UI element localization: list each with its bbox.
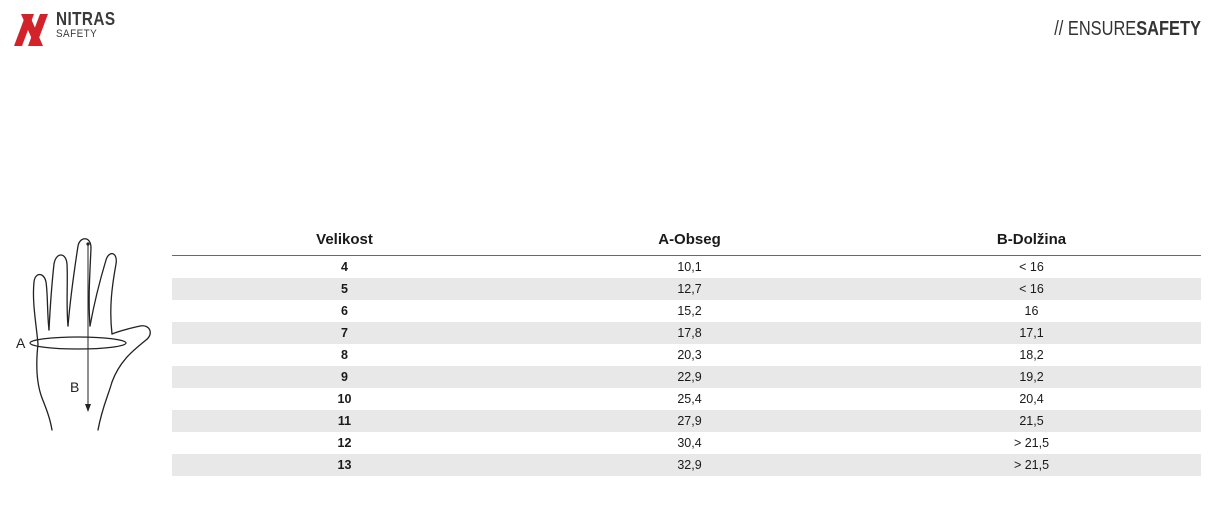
cell-length: < 16 [862,278,1201,300]
table-row [172,366,1201,388]
table-header-row [172,223,1201,256]
table-row [172,322,1201,344]
cell-circumference: 17,8 [517,322,862,344]
table-row [172,344,1201,366]
cell-circumference: 30,4 [677,436,702,450]
cell-size: 9 [172,366,517,388]
cell-size: 8 [341,348,348,362]
cell-size: 12 [337,436,352,450]
tagline [1054,18,1201,41]
nitras-logo-mark-icon [12,10,52,50]
hand-measurement-diagram-icon [14,232,169,437]
table-row [172,278,1201,300]
table-row [172,256,1201,279]
cell-circumference: 25,4 [677,392,702,406]
table-row [172,454,1201,476]
cell-length: > 21,5 [1013,436,1050,450]
cell-circumference: 10,1 [677,260,702,274]
header-b-dolzina: B-Dolžina [862,223,1201,256]
cell-size: 13 [172,454,517,476]
nitras-logo [12,10,172,54]
cell-circumference: 12,7 [517,278,862,300]
table-row [172,432,1201,454]
cell-length: 20,4 [1019,392,1044,406]
header-velikost: Velikost [172,223,517,256]
table-row [172,300,1201,322]
cell-size: 7 [172,322,517,344]
cell-length: 18,2 [1019,348,1044,362]
brand-sub: SAFETY [56,28,98,40]
cell-size: 11 [172,410,517,432]
cell-length: 16 [1024,304,1039,318]
cell-size: 10 [337,392,352,406]
tagline-bold: SAFETY [1136,18,1201,40]
header-a-obseg: A-Obseg [517,223,862,256]
cell-circumference: 15,2 [677,304,702,318]
cell-size: 4 [341,260,348,274]
cell-circumference: 22,9 [517,366,862,388]
size-table [172,223,1201,476]
cell-length: 19,2 [862,366,1201,388]
cell-size: 5 [172,278,517,300]
cell-circumference: 32,9 [517,454,862,476]
table-row [172,410,1201,432]
cell-length: > 21,5 [862,454,1201,476]
cell-length: 17,1 [862,322,1201,344]
cell-length: 21,5 [862,410,1201,432]
cell-circumference: 27,9 [517,410,862,432]
cell-size: 6 [341,304,348,318]
cell-circumference: 20,3 [677,348,702,362]
label-a: A [16,335,26,351]
label-b: B [70,379,80,395]
brand-name: NITRAS [56,9,116,29]
table-row [172,388,1201,410]
tagline-prefix: // ENSURE [1054,18,1137,40]
cell-length: < 16 [1019,260,1044,274]
